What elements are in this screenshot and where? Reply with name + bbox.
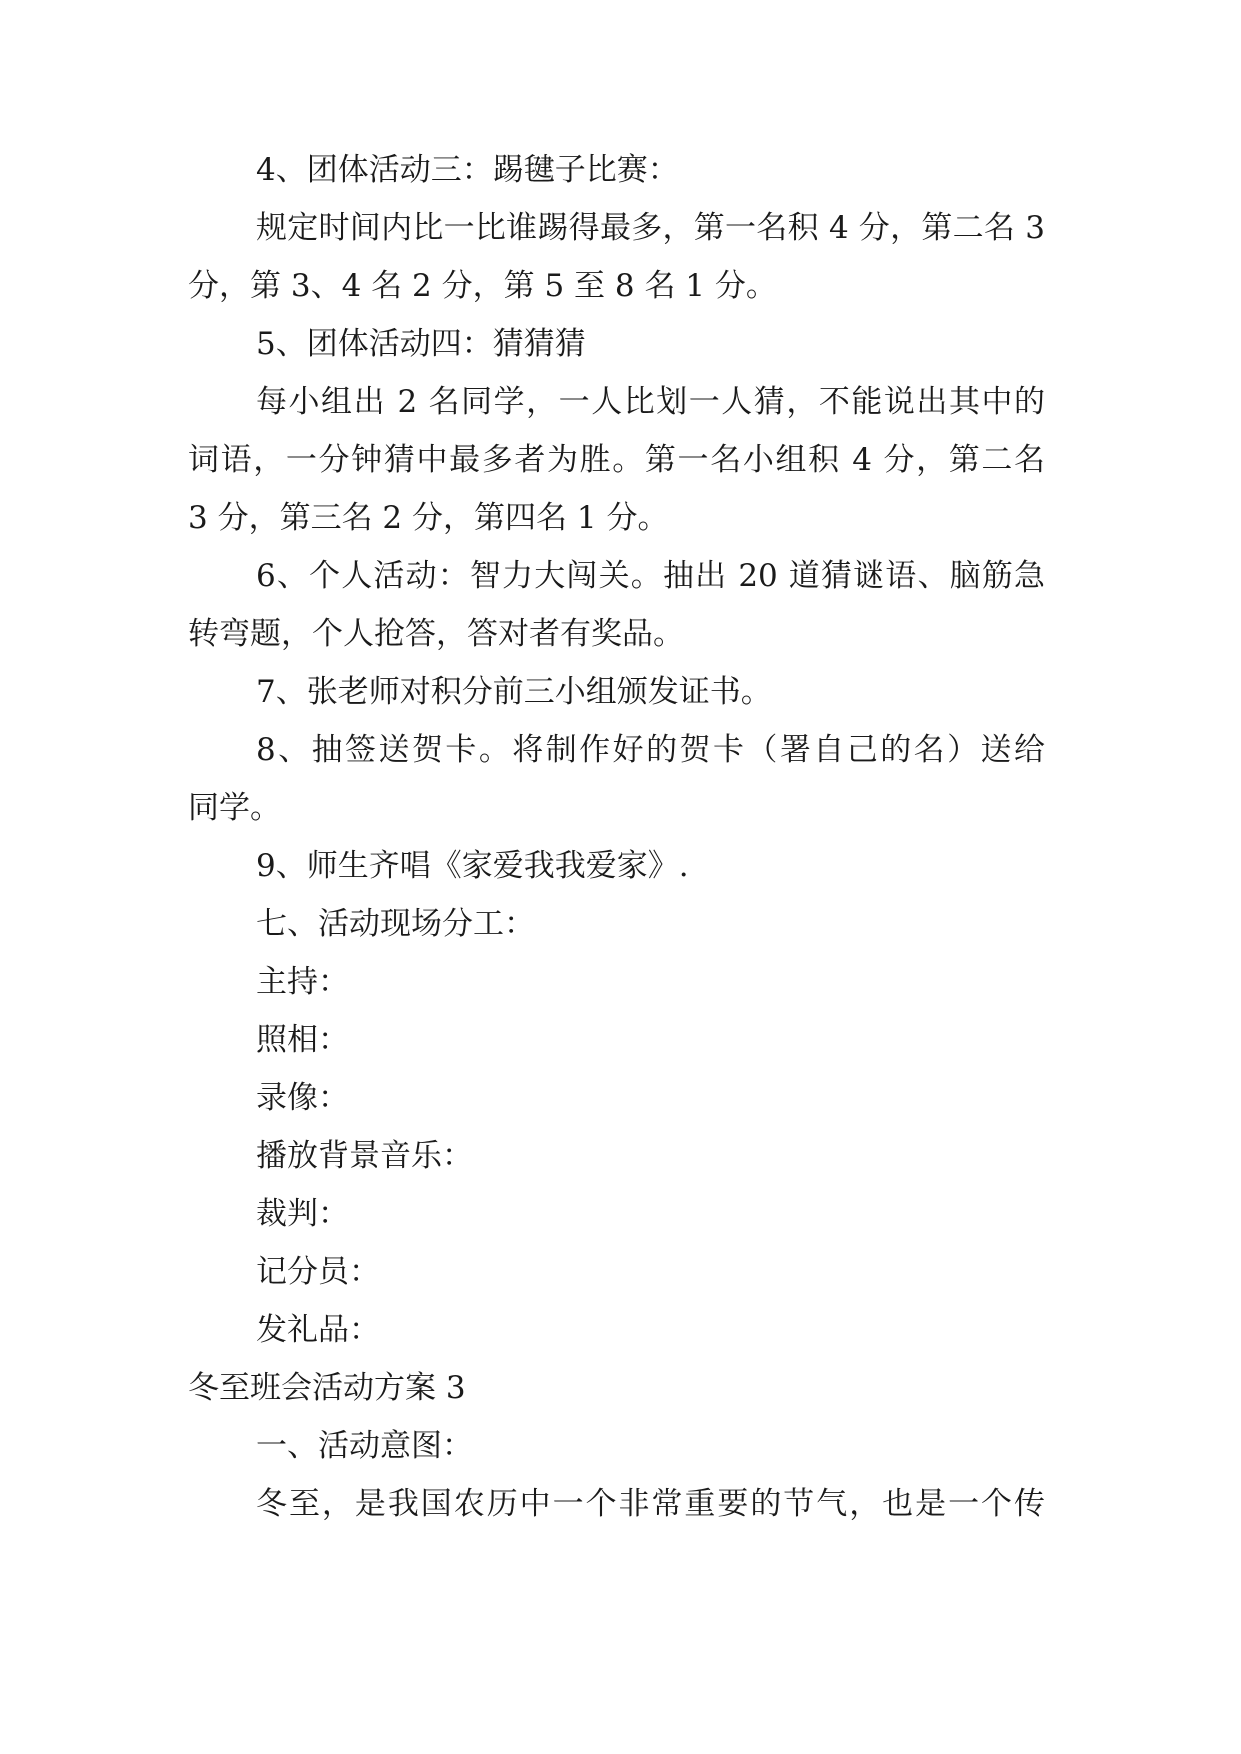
plan-3-title: 冬至班会活动方案 3 <box>188 1370 466 1406</box>
item-4-rule-line-2: 分，第 3、4 名 2 分，第 5 至 8 名 1 分。 <box>188 268 777 304</box>
item-9-line: 9、师生齐唱《家爱我我爱家》. <box>256 848 689 884</box>
intent-paragraph-line-1: 冬至，是我国农历中一个非常重要的节气，也是一个传 <box>256 1486 1045 1522</box>
item-8-line-2: 同学。 <box>188 790 281 826</box>
role-host: 主持： <box>256 964 349 1000</box>
item-7-line: 7、张老师对积分前三小组颁发证书。 <box>256 674 772 710</box>
item-5-heading: 5、团体活动四：猜猜猜 <box>256 326 586 362</box>
item-5-rule-line-1: 每小组出 2 名同学，一人比划一人猜，不能说出其中的 <box>256 384 1045 420</box>
role-video: 录像： <box>256 1080 349 1116</box>
role-photo: 照相： <box>256 1022 349 1058</box>
role-music: 播放背景音乐： <box>256 1138 473 1174</box>
item-6-line-1: 6、个人活动：智力大闯关。抽出 20 道猜谜语、脑筋急 <box>256 558 1045 594</box>
role-referee: 裁判： <box>256 1196 349 1232</box>
section-7-heading: 七、活动现场分工： <box>256 906 535 942</box>
section-1-heading: 一、活动意图： <box>256 1428 473 1464</box>
item-4-heading: 4、团体活动三：踢毽子比赛： <box>256 152 679 188</box>
item-5-rule-line-3: 3 分，第三名 2 分，第四名 1 分。 <box>188 500 669 536</box>
role-scorekeeper: 记分员： <box>256 1254 380 1290</box>
item-4-rule-line-1: 规定时间内比一比谁踢得最多，第一名积 4 分，第二名 3 <box>256 210 1045 246</box>
item-5-rule-line-2: 词语，一分钟猜中最多者为胜。第一名小组积 4 分，第二名 <box>188 442 1045 478</box>
item-8-line-1: 8、抽签送贺卡。将制作好的贺卡（署自己的名）送给 <box>256 732 1045 768</box>
role-gifts: 发礼品： <box>256 1312 380 1348</box>
item-6-line-2: 转弯题，个人抢答，答对者有奖品。 <box>188 616 684 652</box>
